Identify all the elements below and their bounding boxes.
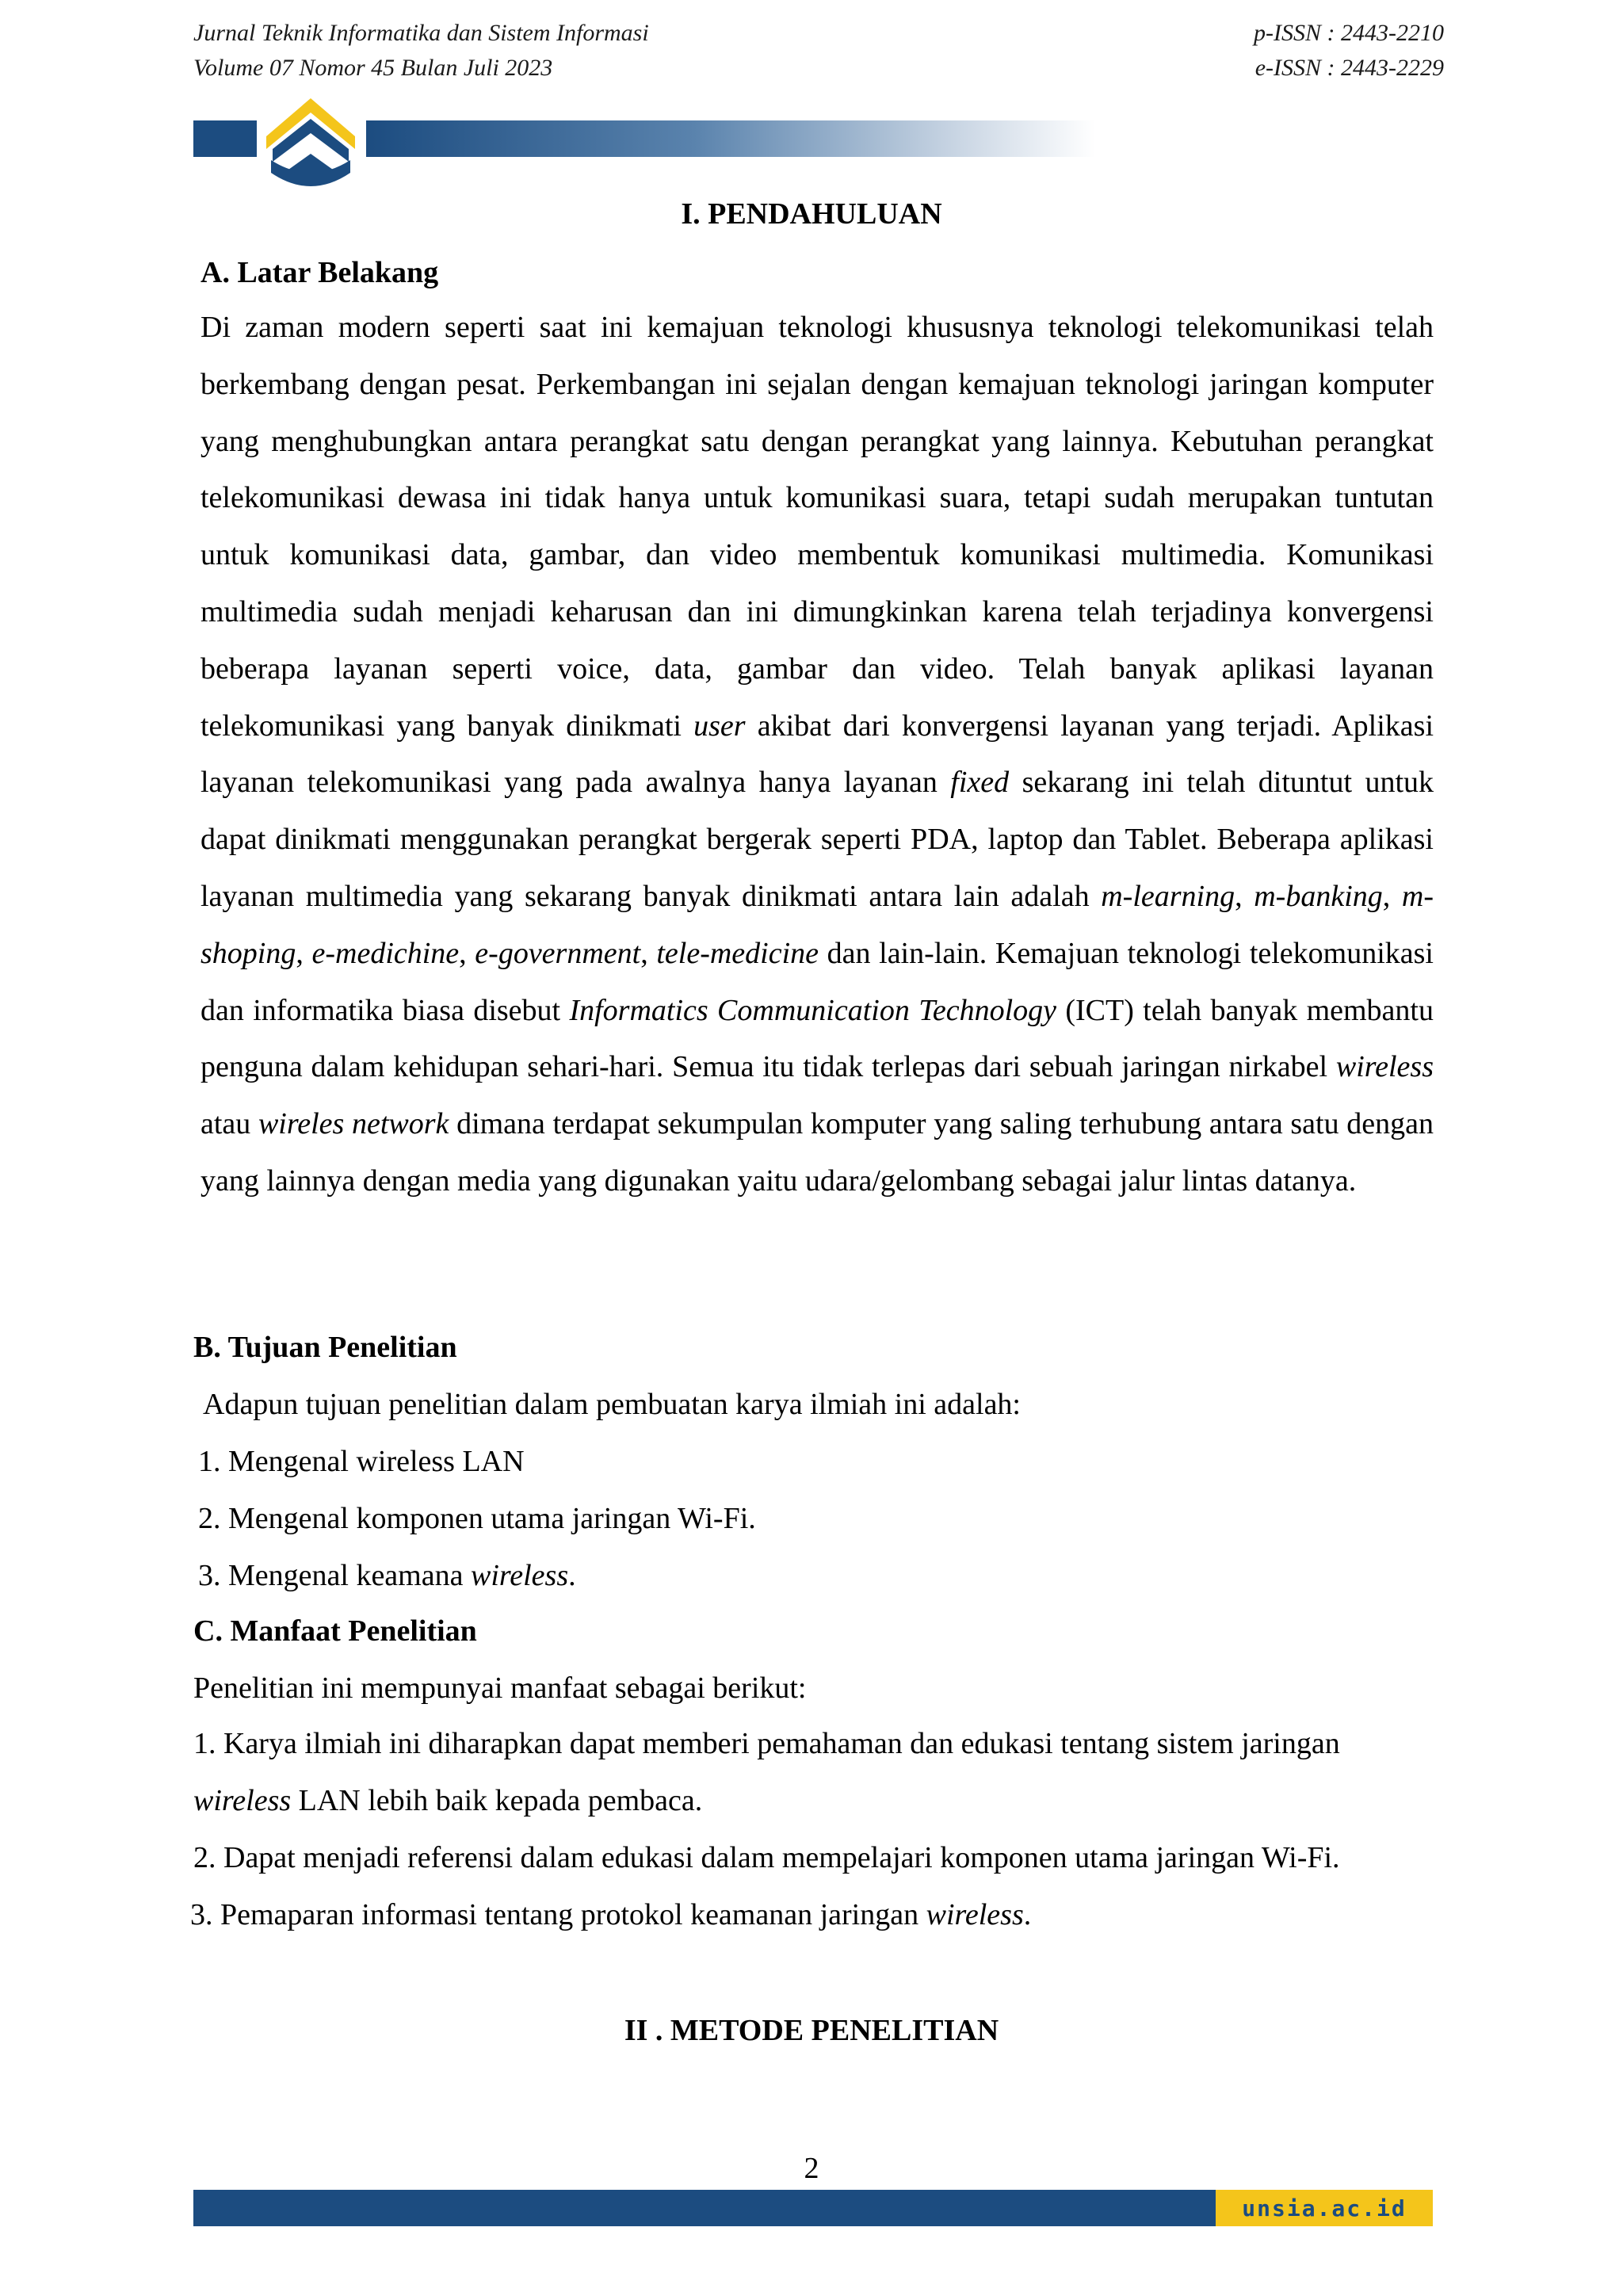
tujuan-item-1: 1. Mengenal wireless LAN: [198, 1445, 525, 1478]
tujuan-item-3: 3. Mengenal keamana wireless.: [198, 1559, 576, 1592]
header-banner-gradient: [366, 120, 1095, 157]
e-issn: e-ISSN : 2443-2229: [1254, 55, 1444, 81]
paragraph-latar-belakang: Di zaman modern seperti saat ini kemajuan teknologi khususnya teknologi telekomunikasi telah berkembang dengan pesat. Perkembangan ini sejalan dengan kemajuan teknologi jaringan komputer yang menghubungkan antara perangkat satu dengan perangkat yang lainnya. Kebutuhan perangkat telekomunikasi dewasa ini tidak hanya untuk komunikasi suara, tetapi sudah merupakan tuntutan untuk komunikasi data, gambar, dan video membentuk komunikasi multimedia. Komunikasi multimedia sudah menjadi keharusan dan ini dimungkinkan karena telah terjadinya konvergensi beberapa layanan seperti voice, data, gambar dan video. Telah banyak aplikasi layanan telekomunikasi yang banyak dinikmati user akibat dari konvergensi layanan yang terjadi. Aplikasi layanan telekomunikasi yang pada awalnya hanya layanan fixed sekarang ini telah dituntut untuk dapat dinikmati menggunakan perangkat bergerak seperti PDA, laptop dan Tablet. Beberapa aplikasi layanan multimedia yang sekarang banyak dinikmati antara lain adalah m-learning, m-banking, m-shoping, e-medichine, e-government, tele-medicine dan lain-lain. Kemajuan teknologi telekomunikasi dan informatika biasa disebut Informatics Communication Technology (ICT) telah banyak membantu penguna dalam kehidupan sehari-hari. Semua itu tidak terlepas dari sebuah jaringan nirkabel wireless atau wireles network dimana terdapat sekumpulan komputer yang saling terhubung antara satu dengan yang lainnya dengan media yang digunakan yaitu udara/gelombang sebagai jalur lintas datanya.: [200, 311, 1434, 1198]
manfaat-item-1: 1. Karya ilmiah ini diharapkan dapat memberi pemahaman dan edukasi tentang sistem jaringan: [193, 1727, 1340, 1760]
footer-url-badge: unsia.ac.id: [1216, 2190, 1433, 2226]
section-title-pendahuluan: I. PENDAHULUAN: [681, 197, 942, 231]
heading-manfaat-penelitian: C. Manfaat Penelitian: [193, 1614, 477, 1648]
tujuan-intro: Adapun tujuan penelitian dalam pembuatan karya ilmiah ini adalah:: [203, 1388, 1021, 1421]
footer-bar: [193, 2190, 1216, 2226]
section-title-metode-penelitian: II . METODE PENELITIAN: [624, 2014, 999, 2047]
university-logo-icon: [258, 90, 363, 193]
page-number: 2: [804, 2152, 819, 2185]
manfaat-item-3: 3. Pemaparan informasi tentang protokol keamanan jaringan wireless.: [190, 1898, 1032, 1931]
journal-header-right: [1254, 16, 1444, 86]
journal-volume: Volume 07 Nomor 45 Bulan Juli 2023: [193, 55, 553, 81]
heading-latar-belakang: A. Latar Belakang: [200, 256, 439, 289]
manfaat-item-2: 2. Dapat menjadi referensi dalam edukasi dalam mempelajari komponen utama jaringan Wi-Fi.: [193, 1841, 1340, 1874]
header-banner-square: [193, 120, 257, 157]
journal-name: Jurnal Teknik Informatika dan Sistem Informasi: [193, 20, 649, 46]
tujuan-item-2: 2. Mengenal komponen utama jaringan Wi-Fi.: [198, 1502, 756, 1535]
manfaat-item-1-cont: wireless LAN lebih baik kepada pembaca.: [193, 1784, 703, 1817]
p-issn: p-ISSN : 2443-2210: [1254, 20, 1444, 46]
manfaat-intro: Penelitian ini mempunyai manfaat sebagai berikut:: [193, 1671, 807, 1705]
journal-header-left: [193, 16, 649, 86]
heading-tujuan-penelitian: B. Tujuan Penelitian: [193, 1331, 457, 1364]
